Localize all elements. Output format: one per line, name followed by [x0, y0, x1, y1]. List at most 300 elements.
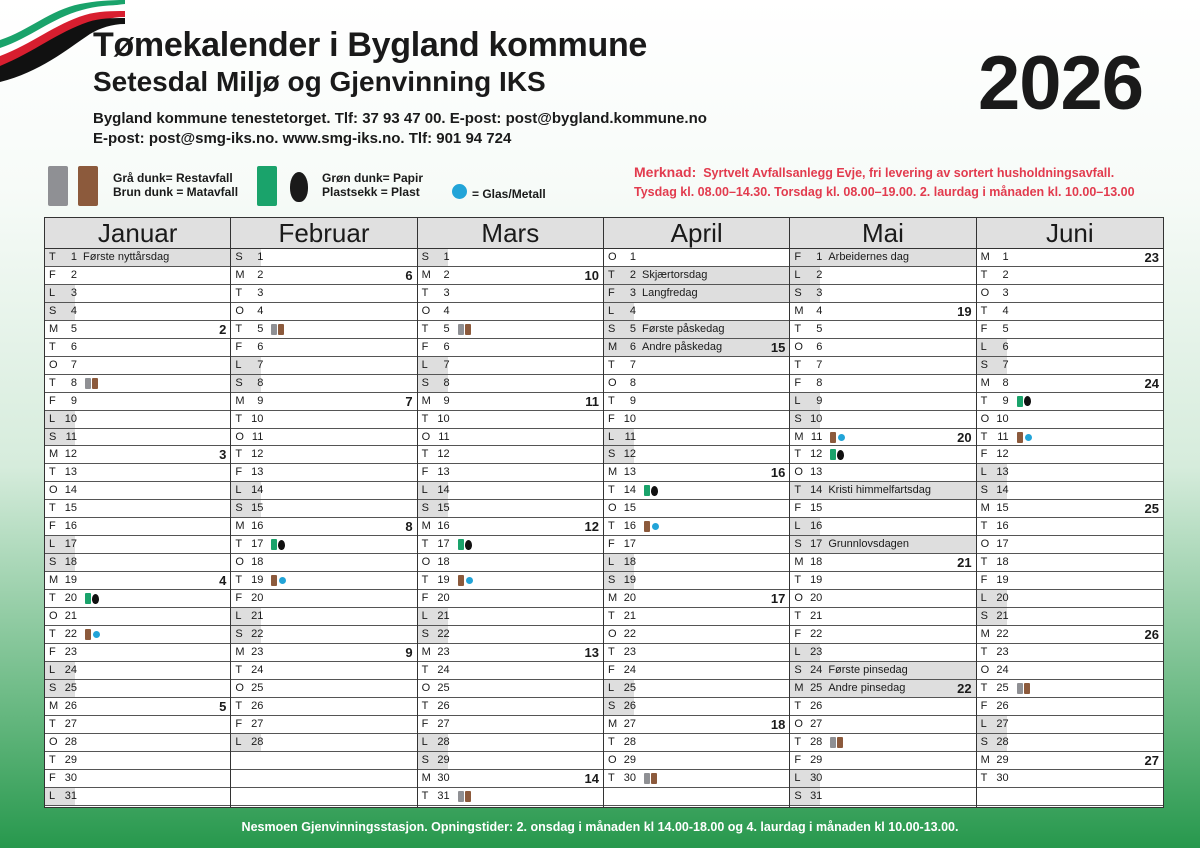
- weekday-letter: L: [794, 520, 801, 533]
- day-number: 23: [251, 645, 264, 658]
- day-row: [604, 734, 789, 752]
- day-number: 3: [70, 286, 77, 299]
- brown-bin-icon: [278, 324, 284, 335]
- day-row: [604, 626, 789, 644]
- week-number: 4: [219, 573, 227, 589]
- day-number: 6: [257, 340, 264, 353]
- day-row: [977, 339, 1163, 357]
- day-row: [604, 608, 789, 626]
- day-row: [45, 339, 230, 357]
- day-row: [604, 716, 789, 734]
- weekday-letter: S: [980, 735, 988, 748]
- day-number: 27: [64, 717, 77, 730]
- weekday-letter: O: [421, 681, 431, 694]
- weekday-letter: F: [421, 340, 429, 353]
- weekday-letter: O: [980, 663, 990, 676]
- weekday-letter: T: [980, 304, 988, 317]
- day-row: [418, 626, 603, 644]
- glass-metal-dot-icon: [93, 631, 100, 638]
- day-row: [231, 357, 416, 375]
- day-row: [604, 554, 789, 572]
- week-number: 22: [957, 680, 972, 696]
- holiday-label: Første nyttårsdag: [83, 250, 170, 263]
- day-row: [790, 680, 975, 698]
- day-number: 21: [810, 610, 823, 623]
- day-row: [418, 321, 603, 339]
- calendar-year: 2026: [978, 41, 1144, 126]
- day-number: 25: [437, 681, 450, 694]
- day-number: 4: [443, 304, 450, 317]
- brown-bin-icon: [85, 629, 91, 640]
- day-row: [418, 572, 603, 590]
- day-number: 19: [996, 574, 1009, 587]
- brown-bin-icon: [644, 521, 650, 532]
- day-row: [45, 267, 230, 285]
- weekday-letter: T: [421, 322, 429, 335]
- day-number: 16: [996, 520, 1009, 533]
- day-row: [45, 626, 230, 644]
- collection-icons: [85, 629, 100, 640]
- weekday-letter: M: [607, 466, 618, 479]
- day-row: [790, 572, 975, 590]
- day-row: [45, 734, 230, 752]
- day-number: 29: [623, 753, 636, 766]
- day-row: [231, 429, 416, 447]
- day-number: 26: [810, 699, 823, 712]
- day-row: [790, 698, 975, 716]
- day-row: [790, 429, 975, 447]
- gray-bin-icon: [85, 378, 91, 389]
- brown-bin-icon: [78, 166, 98, 206]
- weekday-letter: L: [794, 268, 801, 281]
- day-row: [418, 554, 603, 572]
- note-box: [634, 163, 1135, 202]
- week-number: 10: [584, 267, 599, 283]
- weekday-letter: O: [235, 430, 244, 443]
- day-row: [977, 752, 1163, 770]
- day-row: [604, 644, 789, 662]
- day-row: [977, 680, 1163, 698]
- plastic-bag-icon: [1024, 396, 1031, 406]
- day-row: [45, 788, 230, 806]
- day-number: 15: [64, 502, 77, 515]
- weekday-letter: L: [235, 735, 242, 748]
- weekday-letter: L: [794, 645, 801, 658]
- day-row: [231, 303, 416, 321]
- weekday-letter: O: [235, 681, 244, 694]
- day-number: 21: [623, 610, 636, 623]
- weekday-letter: M: [235, 394, 245, 407]
- brown-bin-icon: [1024, 683, 1030, 694]
- weekday-letter: M: [49, 574, 59, 587]
- week-number: 12: [584, 519, 599, 535]
- day-row: [231, 680, 416, 698]
- collection-icons: [271, 539, 285, 550]
- day-row: [977, 429, 1163, 447]
- weekday-letter: T: [794, 484, 802, 497]
- day-row: [231, 518, 416, 536]
- weekday-letter: S: [49, 430, 57, 443]
- day-row: [418, 734, 603, 752]
- day-row: [604, 536, 789, 554]
- day-number: 3: [1002, 286, 1009, 299]
- green-bin-icon: [458, 539, 464, 550]
- weekday-letter: S: [421, 250, 429, 263]
- green-bin-icon: [644, 485, 650, 496]
- day-number: 13: [996, 466, 1009, 479]
- gray-bin-icon: [830, 737, 836, 748]
- weekday-letter: O: [607, 376, 617, 389]
- day-row: [418, 482, 603, 500]
- weekday-letter: T: [49, 502, 56, 515]
- day-row: [977, 770, 1163, 788]
- weekday-letter: M: [607, 592, 618, 605]
- day-row: [231, 393, 416, 411]
- weekday-letter: L: [49, 286, 56, 299]
- day-number: 19: [437, 574, 450, 587]
- day-row: [231, 482, 416, 500]
- legend-brown-text: Brun dunk = Matavfall: [113, 185, 239, 199]
- week-number: 8: [405, 519, 413, 535]
- day-row: [604, 500, 789, 518]
- day-number: 18: [996, 556, 1009, 569]
- day-number: 14: [810, 484, 823, 497]
- day-number: 31: [810, 789, 823, 802]
- day-number: 13: [251, 466, 264, 479]
- weekday-letter: F: [794, 753, 802, 766]
- weekday-letter: O: [49, 610, 58, 623]
- calendar-grid: [44, 217, 1164, 808]
- day-row: [977, 357, 1163, 375]
- day-row: [231, 267, 416, 285]
- weekday-letter: T: [794, 699, 802, 712]
- day-number: 5: [1002, 322, 1009, 335]
- day-row: [231, 249, 416, 267]
- weekday-letter: O: [235, 304, 244, 317]
- day-row: [45, 303, 230, 321]
- day-number: 8: [257, 376, 264, 389]
- day-row: [977, 321, 1163, 339]
- day-number: 15: [437, 502, 450, 515]
- day-number: 2: [257, 268, 264, 281]
- day-number: 12: [251, 448, 264, 461]
- day-number: 20: [437, 592, 450, 605]
- day-number: 11: [997, 430, 1009, 443]
- day-row: [604, 572, 789, 590]
- weekday-letter: M: [235, 268, 245, 281]
- month-header: Mars: [418, 218, 603, 249]
- weekday-letter: F: [794, 376, 802, 389]
- weekday-letter: L: [794, 771, 801, 784]
- day-number: 16: [623, 520, 636, 533]
- weekday-letter: F: [794, 250, 802, 263]
- day-number: 7: [70, 358, 77, 371]
- day-row: [418, 357, 603, 375]
- day-row: [418, 303, 603, 321]
- weekday-letter: L: [49, 538, 56, 551]
- day-number: 4: [629, 304, 636, 317]
- weekday-letter: T: [421, 574, 429, 587]
- day-number: 30: [623, 771, 636, 784]
- weekday-letter: L: [235, 610, 242, 623]
- collection-icons: [1017, 432, 1032, 443]
- collection-icons: [85, 378, 98, 389]
- day-row: [790, 339, 975, 357]
- day-row: [231, 698, 416, 716]
- day-row: [604, 680, 789, 698]
- day-row: [790, 267, 975, 285]
- collection-icons: [644, 773, 657, 784]
- day-number: 17: [623, 538, 636, 551]
- day-number: 11: [251, 430, 264, 443]
- day-number: 5: [629, 322, 636, 335]
- day-row: [977, 375, 1163, 393]
- brown-bin-icon: [830, 432, 836, 443]
- day-number: 18: [251, 556, 264, 569]
- weekday-letter: F: [49, 771, 56, 784]
- day-number: 14: [996, 484, 1009, 497]
- day-row: [977, 554, 1163, 572]
- week-number: 5: [219, 698, 227, 714]
- weekday-letter: S: [421, 376, 429, 389]
- day-row: [418, 608, 603, 626]
- day-row: [45, 698, 230, 716]
- brown-bin-icon: [465, 324, 471, 335]
- day-number: 13: [437, 466, 450, 479]
- day-row: [977, 698, 1163, 716]
- green-bin-icon: [830, 449, 836, 460]
- day-row: [418, 446, 603, 464]
- day-number: 17: [437, 538, 450, 551]
- weekday-letter: T: [607, 484, 615, 497]
- weekday-letter: S: [235, 628, 243, 640]
- weekday-letter: F: [235, 466, 243, 479]
- day-number: 10: [64, 412, 77, 425]
- month-column-mai: [790, 218, 976, 807]
- day-number: 26: [64, 699, 77, 712]
- day-row: [604, 662, 789, 680]
- day-number: 16: [810, 520, 823, 533]
- day-row: [418, 267, 603, 285]
- day-number: 22: [996, 628, 1009, 640]
- day-number: 30: [64, 771, 77, 784]
- day-row: [977, 662, 1163, 680]
- day-number: 16: [437, 520, 450, 533]
- weekday-letter: T: [235, 448, 243, 461]
- brown-bin-icon: [651, 773, 657, 784]
- day-number: 23: [437, 645, 450, 658]
- weekday-letter: T: [607, 735, 615, 748]
- collection-icons: [830, 737, 843, 748]
- day-number: 18: [810, 556, 823, 569]
- weekday-letter: T: [235, 286, 243, 299]
- weekday-letter: T: [607, 610, 615, 623]
- day-number: 5: [443, 322, 450, 335]
- day-row: [790, 393, 975, 411]
- note-head: Merknad:: [634, 164, 697, 180]
- day-row: [45, 554, 230, 572]
- day-row: [977, 716, 1163, 734]
- weekday-letter: O: [607, 502, 617, 515]
- day-number: 28: [623, 735, 636, 748]
- weekday-letter: T: [607, 520, 615, 533]
- day-row: [231, 339, 416, 357]
- day-number: 7: [257, 358, 264, 371]
- day-row: [418, 698, 603, 716]
- day-number: 27: [810, 717, 823, 730]
- collection-icons: [1017, 683, 1030, 694]
- plastic-bag-icon: [290, 172, 308, 202]
- day-number: 2: [443, 268, 450, 281]
- week-number: 6: [405, 267, 413, 283]
- plastic-bag-icon: [465, 540, 472, 550]
- footer-opening-hours: Nesmoen Gjenvinningsstasjon. Opningstider: 2. onsdag i månaden kl 14.00-18.00 og 4. laurdag i månaden kl 10.00-13.00.: [241, 820, 959, 834]
- note-line1: Syrtvelt Avfallsanlegg Evje, fri levering av sortert husholdningsavfall.: [703, 166, 1115, 180]
- day-number: 29: [996, 753, 1009, 766]
- weekday-letter: T: [421, 538, 429, 551]
- green-bin-icon: [257, 166, 277, 206]
- weekday-letter: M: [794, 430, 804, 443]
- day-number: 10: [437, 412, 450, 425]
- weekday-letter: F: [49, 520, 56, 533]
- day-row: [790, 770, 975, 788]
- weekday-letter: T: [235, 322, 243, 335]
- day-row: [45, 393, 230, 411]
- weekday-letter: T: [235, 663, 243, 676]
- day-number: 12: [437, 448, 450, 461]
- weekday-letter: T: [980, 394, 988, 407]
- weekday-letter: O: [607, 250, 617, 263]
- day-number: 10: [810, 412, 823, 425]
- day-number: 30: [437, 771, 450, 784]
- day-row: [418, 590, 603, 608]
- day-number: 14: [251, 484, 264, 497]
- weekday-letter: T: [980, 645, 988, 658]
- weekday-letter: T: [49, 717, 56, 730]
- day-row: [45, 716, 230, 734]
- day-number: 19: [251, 574, 264, 587]
- day-number: 15: [251, 502, 264, 515]
- weekday-letter: O: [421, 430, 431, 443]
- day-number: 27: [996, 717, 1009, 730]
- day-number: 22: [810, 628, 823, 640]
- holiday-label: Første pinsedag: [828, 663, 908, 676]
- weekday-letter: S: [607, 574, 616, 587]
- weekday-letter: T: [421, 699, 429, 712]
- day-row: [418, 393, 603, 411]
- day-number: 29: [810, 753, 823, 766]
- weekday-letter: O: [49, 358, 58, 371]
- day-number: 24: [64, 663, 77, 676]
- day-row: [604, 752, 789, 770]
- day-row: [418, 662, 603, 680]
- day-row: [604, 446, 789, 464]
- weekday-letter: S: [49, 304, 57, 317]
- day-row: [790, 644, 975, 662]
- day-row: [977, 788, 1163, 806]
- weekday-letter: T: [607, 394, 615, 407]
- day-number: 6: [443, 340, 450, 353]
- day-row: [418, 770, 603, 788]
- day-row: [231, 554, 416, 572]
- day-row: [418, 429, 603, 447]
- day-row: [790, 411, 975, 429]
- weekday-letter: T: [421, 789, 429, 802]
- weekday-letter: M: [980, 250, 990, 263]
- day-row: [231, 788, 416, 806]
- day-row: [45, 446, 230, 464]
- gray-bin-icon: [458, 791, 464, 802]
- gray-bin-icon: [48, 166, 68, 206]
- day-number: 7: [816, 358, 823, 371]
- day-number: 6: [70, 340, 77, 353]
- month-column-april: [604, 218, 790, 807]
- collection-icons: [458, 539, 472, 550]
- weekday-letter: F: [607, 286, 615, 299]
- plastic-bag-icon: [92, 594, 99, 604]
- day-number: 4: [1002, 304, 1009, 317]
- weekday-letter: T: [980, 771, 988, 784]
- weekday-letter: O: [235, 556, 244, 569]
- collection-icons: [644, 485, 658, 496]
- weekday-letter: T: [794, 322, 802, 335]
- weekday-letter: M: [980, 628, 990, 640]
- legend-gray-text: Grå dunk= Restavfall: [113, 171, 233, 185]
- day-number: 30: [810, 771, 823, 784]
- day-row: [604, 464, 789, 482]
- day-row: [231, 770, 416, 788]
- weekday-letter: S: [421, 628, 429, 640]
- weekday-letter: T: [49, 592, 56, 605]
- day-number: 7: [443, 358, 450, 371]
- day-row: [977, 249, 1163, 267]
- weekday-letter: T: [421, 412, 429, 425]
- collection-icons: [271, 575, 286, 586]
- day-number: 28: [64, 735, 77, 748]
- legend-green-bag: [322, 171, 423, 199]
- day-number: 8: [816, 376, 823, 389]
- day-number: 17: [810, 538, 823, 551]
- week-number: 2: [219, 321, 227, 337]
- day-number: 9: [443, 394, 450, 407]
- weekday-letter: F: [794, 502, 802, 515]
- day-row: [418, 249, 603, 267]
- weekday-letter: M: [421, 771, 431, 784]
- glass-metal-dot-icon: [1025, 434, 1032, 441]
- day-row: [977, 590, 1163, 608]
- weekday-letter: T: [49, 376, 56, 389]
- day-row: [45, 429, 230, 447]
- day-row: [977, 464, 1163, 482]
- weekday-letter: F: [607, 538, 615, 551]
- holiday-label: Langfredag: [641, 286, 698, 299]
- week-number: 17: [770, 591, 786, 607]
- day-row: [231, 321, 416, 339]
- day-number: 25: [251, 681, 264, 694]
- day-row: [418, 285, 603, 303]
- weekday-letter: L: [607, 556, 615, 569]
- weekday-letter: T: [235, 574, 243, 587]
- day-number: 14: [437, 484, 450, 497]
- weekday-letter: S: [794, 286, 802, 299]
- collection-icons: [458, 324, 471, 335]
- weekday-letter: L: [421, 358, 428, 371]
- weekday-letter: S: [980, 484, 988, 497]
- week-number: 16: [770, 465, 786, 481]
- day-number: 6: [1002, 340, 1009, 353]
- brown-bin-icon: [271, 575, 277, 586]
- day-row: [418, 518, 603, 536]
